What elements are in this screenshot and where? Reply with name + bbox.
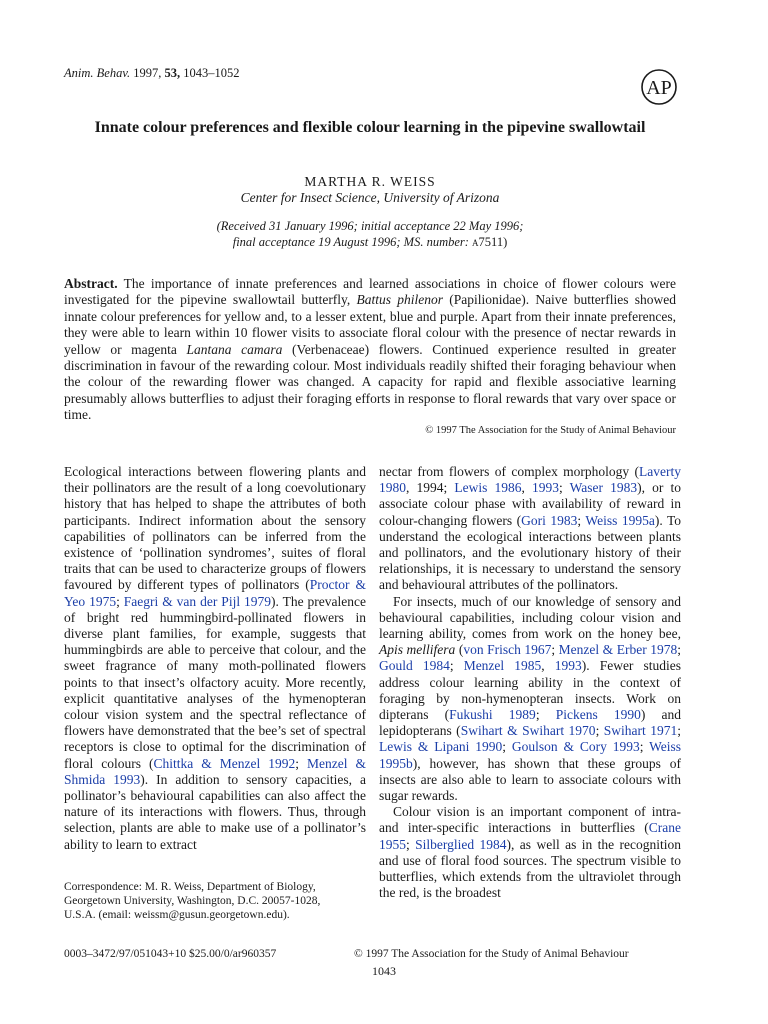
citation-link[interactable]: Chittka & Menzel 1992 <box>153 755 296 771</box>
body-text: ; <box>406 836 416 852</box>
acceptance-text: final acceptance 19 August 1996; MS. number: <box>232 235 469 249</box>
body-paragraph <box>379 464 681 594</box>
citation-link[interactable]: Gould 1984 <box>379 658 450 674</box>
body-text: , <box>541 658 555 674</box>
abstract-label: Abstract. <box>64 276 118 291</box>
abstract-species-2: Lantana camara <box>186 341 283 357</box>
ms-number: a7511) <box>472 235 508 249</box>
journal-pages: 1043–1052 <box>183 66 240 80</box>
body-paragraph <box>379 804 681 901</box>
author-name: MARTHA R. WEISS <box>304 174 436 189</box>
body-text: ; <box>639 739 650 755</box>
citation-link[interactable]: Gori 1983 <box>521 512 578 528</box>
abstract-species-1: Battus philenor <box>356 292 444 308</box>
body-text: ), or to associate colour phase with availability of reward in colour-changing flowers ( <box>379 480 681 528</box>
body-paragraph <box>379 594 681 805</box>
citation-link[interactable]: Fukushi 1989 <box>449 707 536 723</box>
citation-link[interactable]: Faegri & van der Pijl 1979 <box>123 593 272 609</box>
citation-link[interactable]: Swihart & Swihart 1970 <box>460 723 596 739</box>
correspondence-line-1: Correspondence: M. R. Weiss, Department of Biology, <box>64 881 316 893</box>
author-affiliation: Center for Insect Science, University of Arizona <box>240 190 500 205</box>
body-column-left <box>64 464 366 853</box>
body-text: Ecological interactions between flowering plants and their pollinators are the result of a long coevolutionary history that has helped to shape the attributes of both participants. Indirect information about the sensory capabilities of pollinators can be inferred from the existence of ‘pollination syndromes’, suites of floral traits that can be used to characterize groups of flowers favoured by different types of pollinators ( <box>64 464 366 593</box>
footer-issn: 0003–3472/97/051043+10 $25.00/0/ar960357 <box>64 948 277 960</box>
body-text: nectar from flowers of complex morphology ( <box>379 464 640 479</box>
citation-link[interactable]: Menzel & Erber 1978 <box>558 642 678 658</box>
body-text: ). Fewer studies address colour learning ability in the context of foraging by non-hymenopteran insects. Work on dipterans ( <box>379 658 682 723</box>
body-column-right <box>379 464 681 901</box>
footer-copyright: © 1997 The Association for the Study of Animal Behaviour <box>354 948 629 960</box>
body-text: , 1994; <box>406 480 455 496</box>
citation-link[interactable]: Proctor & Yeo 1975 <box>64 577 367 609</box>
body-text: ; <box>677 723 681 739</box>
page-number: 1043 <box>372 964 396 978</box>
body-text: ). To understand the ecological interactions between plants and pollinators, and the evolutionary history of their relationships, it is necessary to understand the sensory and behavioural attributes of the pollinators. <box>379 512 682 593</box>
citation-link[interactable]: 1993 <box>554 658 582 674</box>
body-text: For insects, much of our knowledge of sensory and behavioural capabilities, including colour vision and learning ability, comes from work on the honey bee, <box>379 593 681 642</box>
abstract-text-3: (Verbenaceae) flowers. Continued experience resulted in greater discrimination in favour of the rewarding colour. Most individuals readily shifted their foraging behaviour when the colour of the rewarding flower was changed. A capacity for rapid and flexible associative learning presumably allows butterflies to adjust their foraging efforts in response to floral rewards that vary over space or time. <box>64 341 677 423</box>
citation-link[interactable]: Lewis 1986 <box>454 480 522 496</box>
correspondence-line-3: U.S.A. (email: weissm@gusun.georgetown.edu). <box>64 909 290 921</box>
citation-link[interactable]: Waser 1983 <box>569 480 638 496</box>
citation-link[interactable]: Menzel 1985 <box>463 658 542 674</box>
journal-abbr: Anim. Behav. <box>64 66 131 80</box>
abstract-text-2: (Papilionidae). Naive butterflies showed innate colour preferences for yellow and, to a lesser extent, blue and purple. Apart from their innate preferences, they were able to learn within 10 flower visits to associate floral colour with the presence of nectar rewards in yellow or magenta <box>64 292 676 357</box>
citation-link[interactable]: Swihart 1971 <box>603 723 678 739</box>
body-paragraph <box>64 464 366 853</box>
body-text: ). In addition to sensory capacities, a pollinator’s behavioural capabilities can also affect the nature of its interactions with flowers. Thus, through selection, plants are able to make use of a pollinator’s ability to learn to extract <box>64 771 366 852</box>
publisher-logo-text: AP <box>646 77 672 99</box>
abstract-text-1: The importance of innate preferences and learned associations in choice of flower colours were investigated for the pipevine swallowtail butterfly, <box>64 276 676 308</box>
citation-link[interactable]: Goulson & Cory 1993 <box>511 739 640 755</box>
body-text: ; <box>449 658 464 674</box>
correspondence-note <box>64 880 366 922</box>
article-title: Innate colour preferences and flexible colour learning in the pipevine swallowtail <box>94 119 646 136</box>
body-text: , <box>521 480 532 496</box>
citation-link[interactable]: Pickens 1990 <box>555 707 641 723</box>
body-text: ; <box>558 480 570 496</box>
citation-link[interactable]: Weiss 1995b <box>379 739 681 771</box>
received-line-2 <box>64 234 676 250</box>
body-text: ( <box>455 642 464 658</box>
citation-link[interactable]: Weiss 1995a <box>585 512 655 528</box>
citation-link[interactable]: Lewis & Lipani 1990 <box>379 739 503 755</box>
journal-reference <box>64 66 239 81</box>
journal-year: 1997, <box>133 66 162 80</box>
species-name: Apis mellifera <box>379 642 456 658</box>
citation-link[interactable]: Menzel & Shmida 1993 <box>64 755 366 787</box>
abstract-copyright: © 1997 The Association for the Study of Animal Behaviour <box>425 425 676 436</box>
publisher-logo-icon <box>640 68 678 106</box>
body-text: ; <box>677 642 681 658</box>
body-text: Colour vision is an important component of intra- and inter-specific interactions in butterflies ( <box>379 804 681 836</box>
correspondence-line-2: Georgetown University, Washington, D.C. 20057-1028, <box>64 895 321 907</box>
citation-link[interactable]: Crane 1955 <box>379 820 681 852</box>
citation-link[interactable]: Silberglied 1984 <box>415 836 507 852</box>
body-text: ) and lepidopterans ( <box>379 707 682 739</box>
body-text: ; <box>116 593 124 609</box>
body-text: ), however, has shown that these groups of insects are also able to learn to associate colours with sugar rewards. <box>379 755 681 804</box>
journal-volume: 53, <box>164 66 181 80</box>
body-text: ). The prevalence of bright red hummingbird-pollinated flowers in diverse plant families, for example, suggests that hummingbirds are able to perceive that colour, and the sweet fragrance of many moth-pollinated flowers points to that insect’s olfactory acuity. More recently, explicit quantitative analyses of the hymenopteran colour vision system and the spectral reflectance of flowers have demonstrated that the bee’s set of spectral receptors is close to optimal for the discrimination of floral colours ( <box>64 593 366 771</box>
citation-link[interactable]: 1993 <box>531 480 559 496</box>
body-text: ; <box>502 739 512 755</box>
citation-link[interactable]: von Frisch 1967 <box>463 642 552 658</box>
body-text: ; <box>551 642 559 658</box>
body-text: ; <box>535 707 556 723</box>
citation-link[interactable]: Laverty 1980 <box>379 464 681 496</box>
body-text: ), as well as in the recognition and use of floral food sources. The spectrum visible to butterflies, which extends from the ultraviolet through the red, is the broadest <box>379 836 681 901</box>
body-text: ; <box>295 755 307 771</box>
abstract <box>64 276 676 424</box>
received-dates <box>64 218 676 250</box>
body-text: ; <box>595 723 604 739</box>
received-line-1: (Received 31 January 1996; initial acceptance 22 May 1996; <box>216 219 524 233</box>
body-text: ; <box>577 512 586 528</box>
